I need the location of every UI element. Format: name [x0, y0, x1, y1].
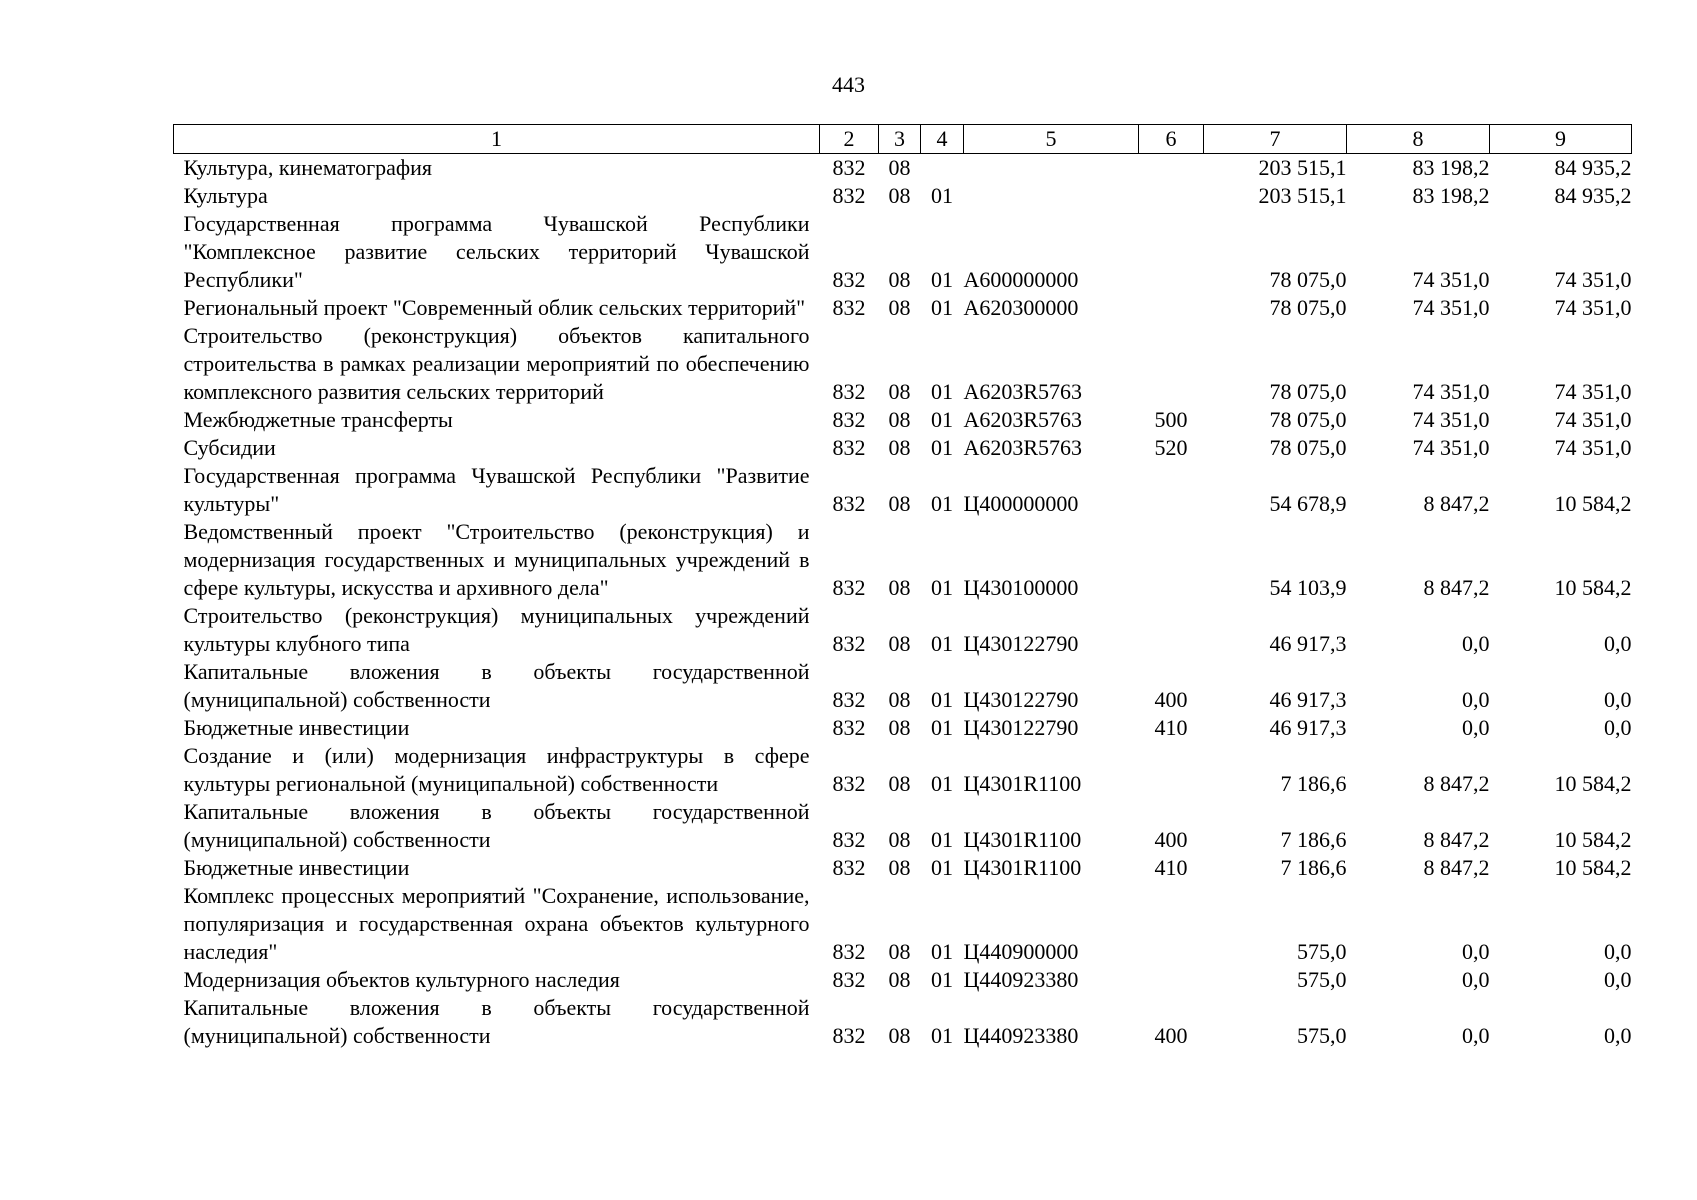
section-code: 08	[888, 491, 911, 516]
table-row	[174, 798, 1632, 854]
amount-col-7: 46 917,3	[1269, 715, 1347, 740]
ministry-code: 832	[832, 631, 866, 656]
target-article-code: Ц440900000	[963, 939, 1079, 964]
amount-col-8: 0,0	[1462, 1023, 1490, 1048]
table-row	[174, 294, 1632, 322]
target-article-code: Ц4301R1100	[963, 855, 1082, 880]
expense-type-code: 520	[1154, 435, 1188, 460]
subsection-code: 01	[931, 267, 953, 292]
header-col-6: 6	[1139, 125, 1204, 154]
row-name: Культура, кинематография	[183, 155, 433, 180]
subsection-code: 01	[931, 491, 953, 516]
amount-col-7: 7 186,6	[1280, 855, 1347, 880]
amount-col-8: 0,0	[1462, 715, 1490, 740]
subsection-code: 01	[931, 295, 953, 320]
section-code: 08	[888, 1023, 911, 1048]
target-article-code: А6203R5763	[963, 379, 1083, 404]
subsection-code: 01	[931, 855, 953, 880]
ministry-code: 832	[832, 967, 866, 992]
section-code: 08	[888, 855, 911, 880]
amount-col-9: 74 351,0	[1554, 435, 1632, 460]
ministry-code: 832	[832, 155, 866, 180]
expense-type-code	[1139, 518, 1204, 602]
header-col-5: 5	[964, 125, 1139, 154]
amount-col-7: 78 075,0	[1269, 295, 1347, 320]
table-row	[174, 210, 1632, 294]
header-col-7: 7	[1204, 125, 1347, 154]
expense-type-code	[1139, 210, 1204, 294]
expense-type-code	[1139, 154, 1204, 183]
ministry-code: 832	[832, 295, 866, 320]
row-name: Модернизация объектов культурного наследия	[183, 967, 620, 992]
target-article-code: А6203R5763	[963, 435, 1083, 460]
expense-type-code	[1139, 182, 1204, 210]
table-row	[174, 518, 1632, 602]
amount-col-8: 74 351,0	[1412, 379, 1490, 404]
section-code: 08	[888, 435, 911, 460]
amount-col-7: 78 075,0	[1269, 407, 1347, 432]
subsection-code: 01	[931, 435, 953, 460]
subsection-code: 01	[931, 631, 953, 656]
expense-type-code	[1139, 322, 1204, 406]
expense-type-code: 400	[1154, 687, 1188, 712]
row-name: Межбюджетные трансферты	[183, 407, 453, 432]
row-name: Строительство (реконструкция) муниципальных учреждений культуры клубного типа	[183, 603, 810, 656]
subsection-code: 01	[931, 715, 953, 740]
subsection-code: 01	[931, 687, 953, 712]
row-name: Создание и (или) модернизация инфраструктуры в сфере культуры региональной (муниципальной) собственности	[183, 743, 810, 796]
row-name: Комплекс процессных мероприятий "Сохранение, использование, популяризация и государственная охрана объектов культурного наследия"	[183, 883, 810, 964]
row-name: Бюджетные инвестиции	[183, 715, 410, 740]
amount-col-9: 0,0	[1604, 939, 1632, 964]
subsection-code: 01	[931, 183, 953, 208]
amount-col-9: 0,0	[1604, 687, 1632, 712]
subsection-code: 01	[931, 771, 953, 796]
header-col-4: 4	[921, 125, 964, 154]
table-row	[174, 882, 1632, 966]
amount-col-9: 0,0	[1604, 715, 1632, 740]
table-row	[174, 854, 1632, 882]
amount-col-8: 0,0	[1462, 967, 1490, 992]
expense-type-code: 500	[1154, 407, 1188, 432]
section-code: 08	[888, 183, 911, 208]
expense-type-code	[1139, 966, 1204, 994]
section-code: 08	[888, 687, 911, 712]
target-article-code: Ц430100000	[963, 575, 1079, 600]
target-article-code: Ц4301R1100	[963, 771, 1082, 796]
section-code: 08	[888, 267, 911, 292]
header-col-3: 3	[879, 125, 921, 154]
ministry-code: 832	[832, 183, 866, 208]
amount-col-8: 0,0	[1462, 939, 1490, 964]
amount-col-9: 0,0	[1604, 967, 1632, 992]
target-article-code: Ц440923380	[963, 1023, 1079, 1048]
amount-col-9: 74 351,0	[1554, 379, 1632, 404]
table-body	[174, 154, 1632, 1051]
row-name: Капитальные вложения в объекты государственной (муниципальной) собственности	[183, 799, 810, 852]
target-article-code: А620300000	[963, 295, 1079, 320]
expense-type-code	[1139, 294, 1204, 322]
amount-col-7: 7 186,6	[1280, 827, 1347, 852]
subsection-code: 01	[931, 967, 953, 992]
amount-col-9: 84 935,2	[1554, 155, 1632, 180]
target-article-code: А600000000	[963, 267, 1079, 292]
section-code: 08	[888, 715, 911, 740]
table-row	[174, 406, 1632, 434]
amount-col-7: 575,0	[1297, 1023, 1347, 1048]
row-name: Строительство (реконструкция) объектов капитального строительства в рамках реализации мероприятий по обеспечению комплексного развития сельских территорий	[183, 323, 810, 404]
amount-col-8: 74 351,0	[1412, 295, 1490, 320]
amount-col-7: 575,0	[1297, 939, 1347, 964]
ministry-code: 832	[832, 267, 866, 292]
section-code: 08	[888, 295, 911, 320]
amount-col-8: 0,0	[1462, 687, 1490, 712]
amount-col-7: 78 075,0	[1269, 267, 1347, 292]
section-code: 08	[888, 771, 911, 796]
section-code: 08	[888, 967, 911, 992]
amount-col-9: 0,0	[1604, 631, 1632, 656]
amount-col-8: 8 847,2	[1423, 855, 1490, 880]
amount-col-7: 575,0	[1297, 967, 1347, 992]
section-code: 08	[888, 407, 911, 432]
amount-col-9: 10 584,2	[1554, 771, 1632, 796]
amount-col-9: 74 351,0	[1554, 295, 1632, 320]
ministry-code: 832	[832, 491, 866, 516]
ministry-code: 832	[832, 435, 866, 460]
ministry-code: 832	[832, 855, 866, 880]
amount-col-8: 8 847,2	[1423, 575, 1490, 600]
amount-col-8: 8 847,2	[1423, 491, 1490, 516]
amount-col-7: 54 103,9	[1269, 575, 1347, 600]
subsection-code: 01	[931, 379, 953, 404]
budget-table	[173, 124, 1632, 1050]
table-row	[174, 966, 1632, 994]
target-article-code: Ц4301R1100	[963, 827, 1082, 852]
row-name: Государственная программа Чувашской Республики "Развитие культуры"	[183, 463, 810, 516]
amount-col-9: 74 351,0	[1554, 407, 1632, 432]
amount-col-8: 8 847,2	[1423, 827, 1490, 852]
amount-col-7: 203 515,1	[1258, 183, 1347, 208]
row-name: Субсидии	[183, 435, 276, 460]
target-article-code	[964, 182, 1139, 210]
expense-type-code: 410	[1154, 715, 1188, 740]
amount-col-8: 74 351,0	[1412, 435, 1490, 460]
row-name: Региональный проект "Современный облик сельских территорий"	[183, 295, 806, 320]
amount-col-7: 78 075,0	[1269, 435, 1347, 460]
row-name: Капитальные вложения в объекты государственной (муниципальной) собственности	[183, 995, 810, 1048]
subsection-code: 01	[931, 1023, 953, 1048]
ministry-code: 832	[832, 939, 866, 964]
expense-type-code: 400	[1154, 1023, 1188, 1048]
header-row	[174, 125, 1632, 154]
expense-type-code	[1139, 462, 1204, 518]
amount-col-7: 46 917,3	[1269, 687, 1347, 712]
target-article-code: Ц400000000	[963, 491, 1079, 516]
amount-col-7: 54 678,9	[1269, 491, 1347, 516]
table-row	[174, 322, 1632, 406]
amount-col-8: 0,0	[1462, 631, 1490, 656]
table-row	[174, 154, 1632, 183]
table-row	[174, 658, 1632, 714]
ministry-code: 832	[832, 715, 866, 740]
row-name: Капитальные вложения в объекты государственной (муниципальной) собственности	[183, 659, 810, 712]
section-code: 08	[888, 575, 911, 600]
table-row	[174, 434, 1632, 462]
ministry-code: 832	[832, 1023, 866, 1048]
table-row	[174, 714, 1632, 742]
header-col-9: 9	[1490, 125, 1632, 154]
subsection-code	[921, 154, 964, 183]
ministry-code: 832	[832, 407, 866, 432]
table-row	[174, 742, 1632, 798]
section-code: 08	[888, 155, 911, 180]
header-col-8: 8	[1347, 125, 1490, 154]
amount-col-8: 74 351,0	[1412, 407, 1490, 432]
section-code: 08	[888, 631, 911, 656]
expense-type-code	[1139, 882, 1204, 966]
section-code: 08	[888, 939, 911, 964]
amount-col-9: 10 584,2	[1554, 827, 1632, 852]
page-number: 443	[832, 72, 865, 97]
section-code: 08	[888, 379, 911, 404]
expense-type-code	[1139, 742, 1204, 798]
target-article-code: А6203R5763	[963, 407, 1083, 432]
target-article-code: Ц440923380	[963, 967, 1079, 992]
subsection-code: 01	[931, 407, 953, 432]
amount-col-7: 203 515,1	[1258, 155, 1347, 180]
ministry-code: 832	[832, 575, 866, 600]
header-col-1: 1	[174, 125, 820, 154]
target-article-code: Ц430122790	[963, 715, 1079, 740]
subsection-code: 01	[931, 827, 953, 852]
row-name: Ведомственный проект "Строительство (реконструкция) и модернизация государственных и муниципальных учреждений в сфере культуры, искусства и архивного дела"	[183, 519, 810, 600]
table-row	[174, 602, 1632, 658]
amount-col-8: 83 198,2	[1412, 183, 1490, 208]
ministry-code: 832	[832, 379, 866, 404]
target-article-code: Ц430122790	[963, 687, 1079, 712]
table-row	[174, 994, 1632, 1050]
subsection-code: 01	[931, 939, 953, 964]
amount-col-7: 7 186,6	[1280, 771, 1347, 796]
amount-col-9: 74 351,0	[1554, 267, 1632, 292]
ministry-code: 832	[832, 687, 866, 712]
target-article-code: Ц430122790	[963, 631, 1079, 656]
amount-col-8: 74 351,0	[1412, 267, 1490, 292]
table-row	[174, 182, 1632, 210]
amount-col-9: 10 584,2	[1554, 491, 1632, 516]
ministry-code: 832	[832, 771, 866, 796]
amount-col-9: 10 584,2	[1554, 855, 1632, 880]
subsection-code: 01	[931, 575, 953, 600]
amount-col-7: 78 075,0	[1269, 379, 1347, 404]
amount-col-7: 46 917,3	[1269, 631, 1347, 656]
section-code: 08	[888, 827, 911, 852]
expense-type-code: 410	[1154, 855, 1188, 880]
expense-type-code	[1139, 602, 1204, 658]
row-name: Культура	[183, 183, 268, 208]
amount-col-8: 8 847,2	[1423, 771, 1490, 796]
expense-type-code: 400	[1154, 827, 1188, 852]
target-article-code	[964, 154, 1139, 183]
amount-col-9: 0,0	[1604, 1023, 1632, 1048]
header-col-2: 2	[820, 125, 879, 154]
amount-col-8: 83 198,2	[1412, 155, 1490, 180]
table-row	[174, 462, 1632, 518]
amount-col-9: 84 935,2	[1554, 183, 1632, 208]
row-name: Государственная программа Чувашской Республики "Комплексное развитие сельских территорий Чувашской Республики"	[183, 211, 810, 292]
row-name: Бюджетные инвестиции	[183, 855, 410, 880]
amount-col-9: 10 584,2	[1554, 575, 1632, 600]
ministry-code: 832	[832, 827, 866, 852]
